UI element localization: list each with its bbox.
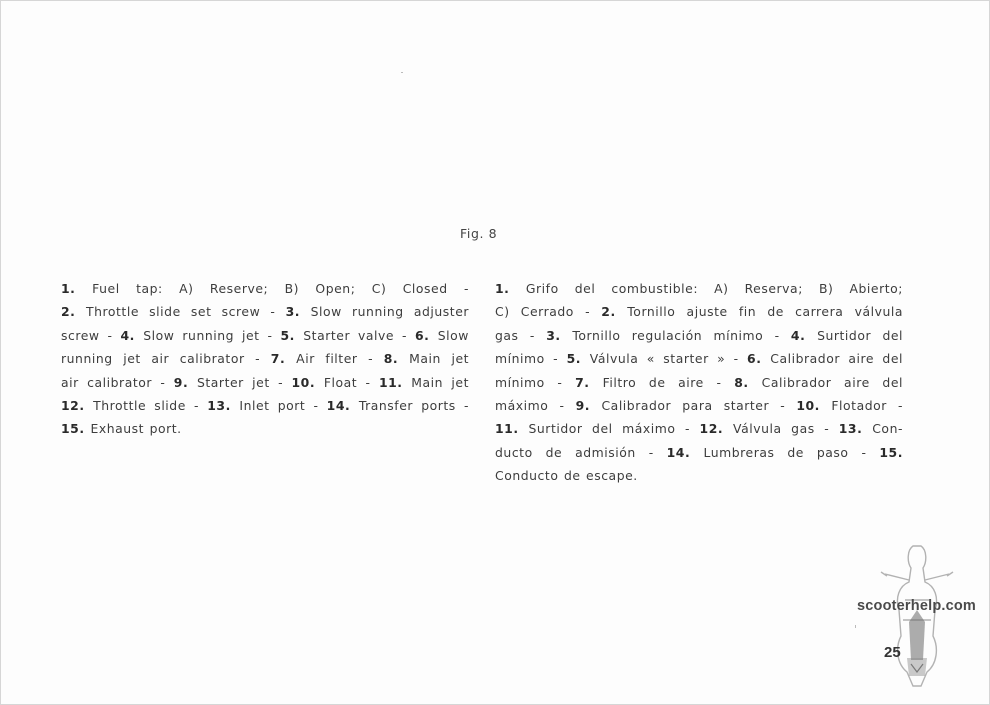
spanish-line [495,300,903,323]
english-line [61,277,469,300]
item-number: 2. [601,304,628,320]
legend-text: Lumbreras de paso - [703,444,880,460]
spanish-line [495,324,903,347]
legend-text: Surtidor del máximo - [528,421,700,437]
english-line [61,324,469,347]
item-number: 13. [838,421,873,437]
spanish-legend [495,277,903,488]
item-number: 6. [747,351,771,367]
item-number: 9. [173,374,197,390]
item-number: 1. [495,281,526,296]
item-number: 14. [326,397,359,413]
item-number: 7. [575,374,603,390]
legend-text: ducto de admisión - [495,444,667,460]
legend-text: Calibrador aire del [761,374,903,390]
english-line [61,300,469,323]
spanish-line [495,441,903,464]
item-number: 3. [546,327,573,343]
legend-text: screw - [61,327,121,343]
legend-text: Main jet [411,374,469,390]
english-line [61,417,469,440]
item-number: 15. [61,421,91,437]
legend-text: Flotador - [831,397,904,413]
legend-text: Grifo del combustible: A) Reserva; B) Abierto; [525,281,903,296]
legend-text: Válvula gas - [733,421,839,437]
legend-text: mínimo - [495,374,576,390]
spanish-line [495,417,903,440]
item-number: 6. [415,327,438,343]
spanish-line [495,347,903,370]
item-number: 5. [280,327,304,343]
english-line [61,347,469,370]
item-number: 12. [699,421,734,437]
item-number: 4. [790,327,818,343]
english-line [61,371,469,394]
legend-text: gas - [495,327,547,343]
item-number: 8. [734,374,762,390]
legend-text: Throttle slide - [93,397,208,413]
item-number: 14. [666,444,704,460]
legend-text: C) Cerrado - [495,304,602,320]
figure-label: Fig. 8 [460,226,498,241]
item-number: 7. [270,351,297,367]
legend-text: Conducto de escape. [495,468,638,484]
legend-text: Tornillo ajuste fin de carrera válvula [627,304,904,320]
item-number: 3. [285,304,311,320]
legend-text: air calibrator - [61,374,174,390]
legend-text: Main jet [409,351,470,367]
legend-text: Starter valve - [303,327,416,343]
item-number: 2. [61,304,86,320]
legend-text: Inlet port - [239,397,327,413]
page-number: 25 [884,644,901,661]
legend-text: Exhaust port. [90,421,182,437]
legend-text: running jet air calibrator - [61,351,271,367]
legend-text: mínimo - [495,351,567,367]
english-legend [61,277,469,441]
legend-text: Slow running jet - [143,327,281,343]
legend-text: Válvula « starter » - [589,351,748,367]
item-number: 11. [495,421,529,437]
item-number: 12. [61,397,94,413]
item-number: 13. [207,397,240,413]
scan-speck [401,72,403,73]
item-number: 4. [120,327,144,343]
item-number: 8. [383,351,410,367]
legend-text: Slow [437,327,469,343]
legend-text: Transfer ports - [358,397,469,413]
legend-text: Con- [872,421,903,437]
legend-text: Calibrador para starter - [601,397,797,413]
english-line [61,394,469,417]
item-number: 15. [879,444,903,460]
legend-text: Surtidor del [817,327,904,343]
item-number: 10. [796,397,832,413]
legend-text: Calibrador aire del [770,351,904,367]
legend-text: máximo - [495,397,576,413]
legend-text: Air filter - [296,351,384,367]
item-number: 10. [291,374,324,390]
legend-text: Filtro de aire - [602,374,735,390]
item-number: 5. [566,351,590,367]
legend-text: Fuel tap: A) Reserve; B) Open; C) Closed - [92,281,469,296]
item-number: 9. [575,397,602,413]
watermark-text: scooterhelp.com [857,598,977,614]
item-number: 1. [61,281,93,296]
spanish-line [495,464,903,487]
spanish-line [495,394,903,417]
scan-speck [855,625,856,628]
legend-text: Float - [323,374,379,390]
legend-text: Slow running adjuster [310,304,470,320]
item-number: 11. [378,374,412,390]
legend-text: Starter jet - [196,374,292,390]
spanish-line [495,277,903,300]
spanish-line [495,371,903,394]
scooter-logo-icon [855,540,985,690]
legend-text: Tornillo regulación mínimo - [572,327,791,343]
legend-text: Throttle slide set screw - [85,304,286,320]
